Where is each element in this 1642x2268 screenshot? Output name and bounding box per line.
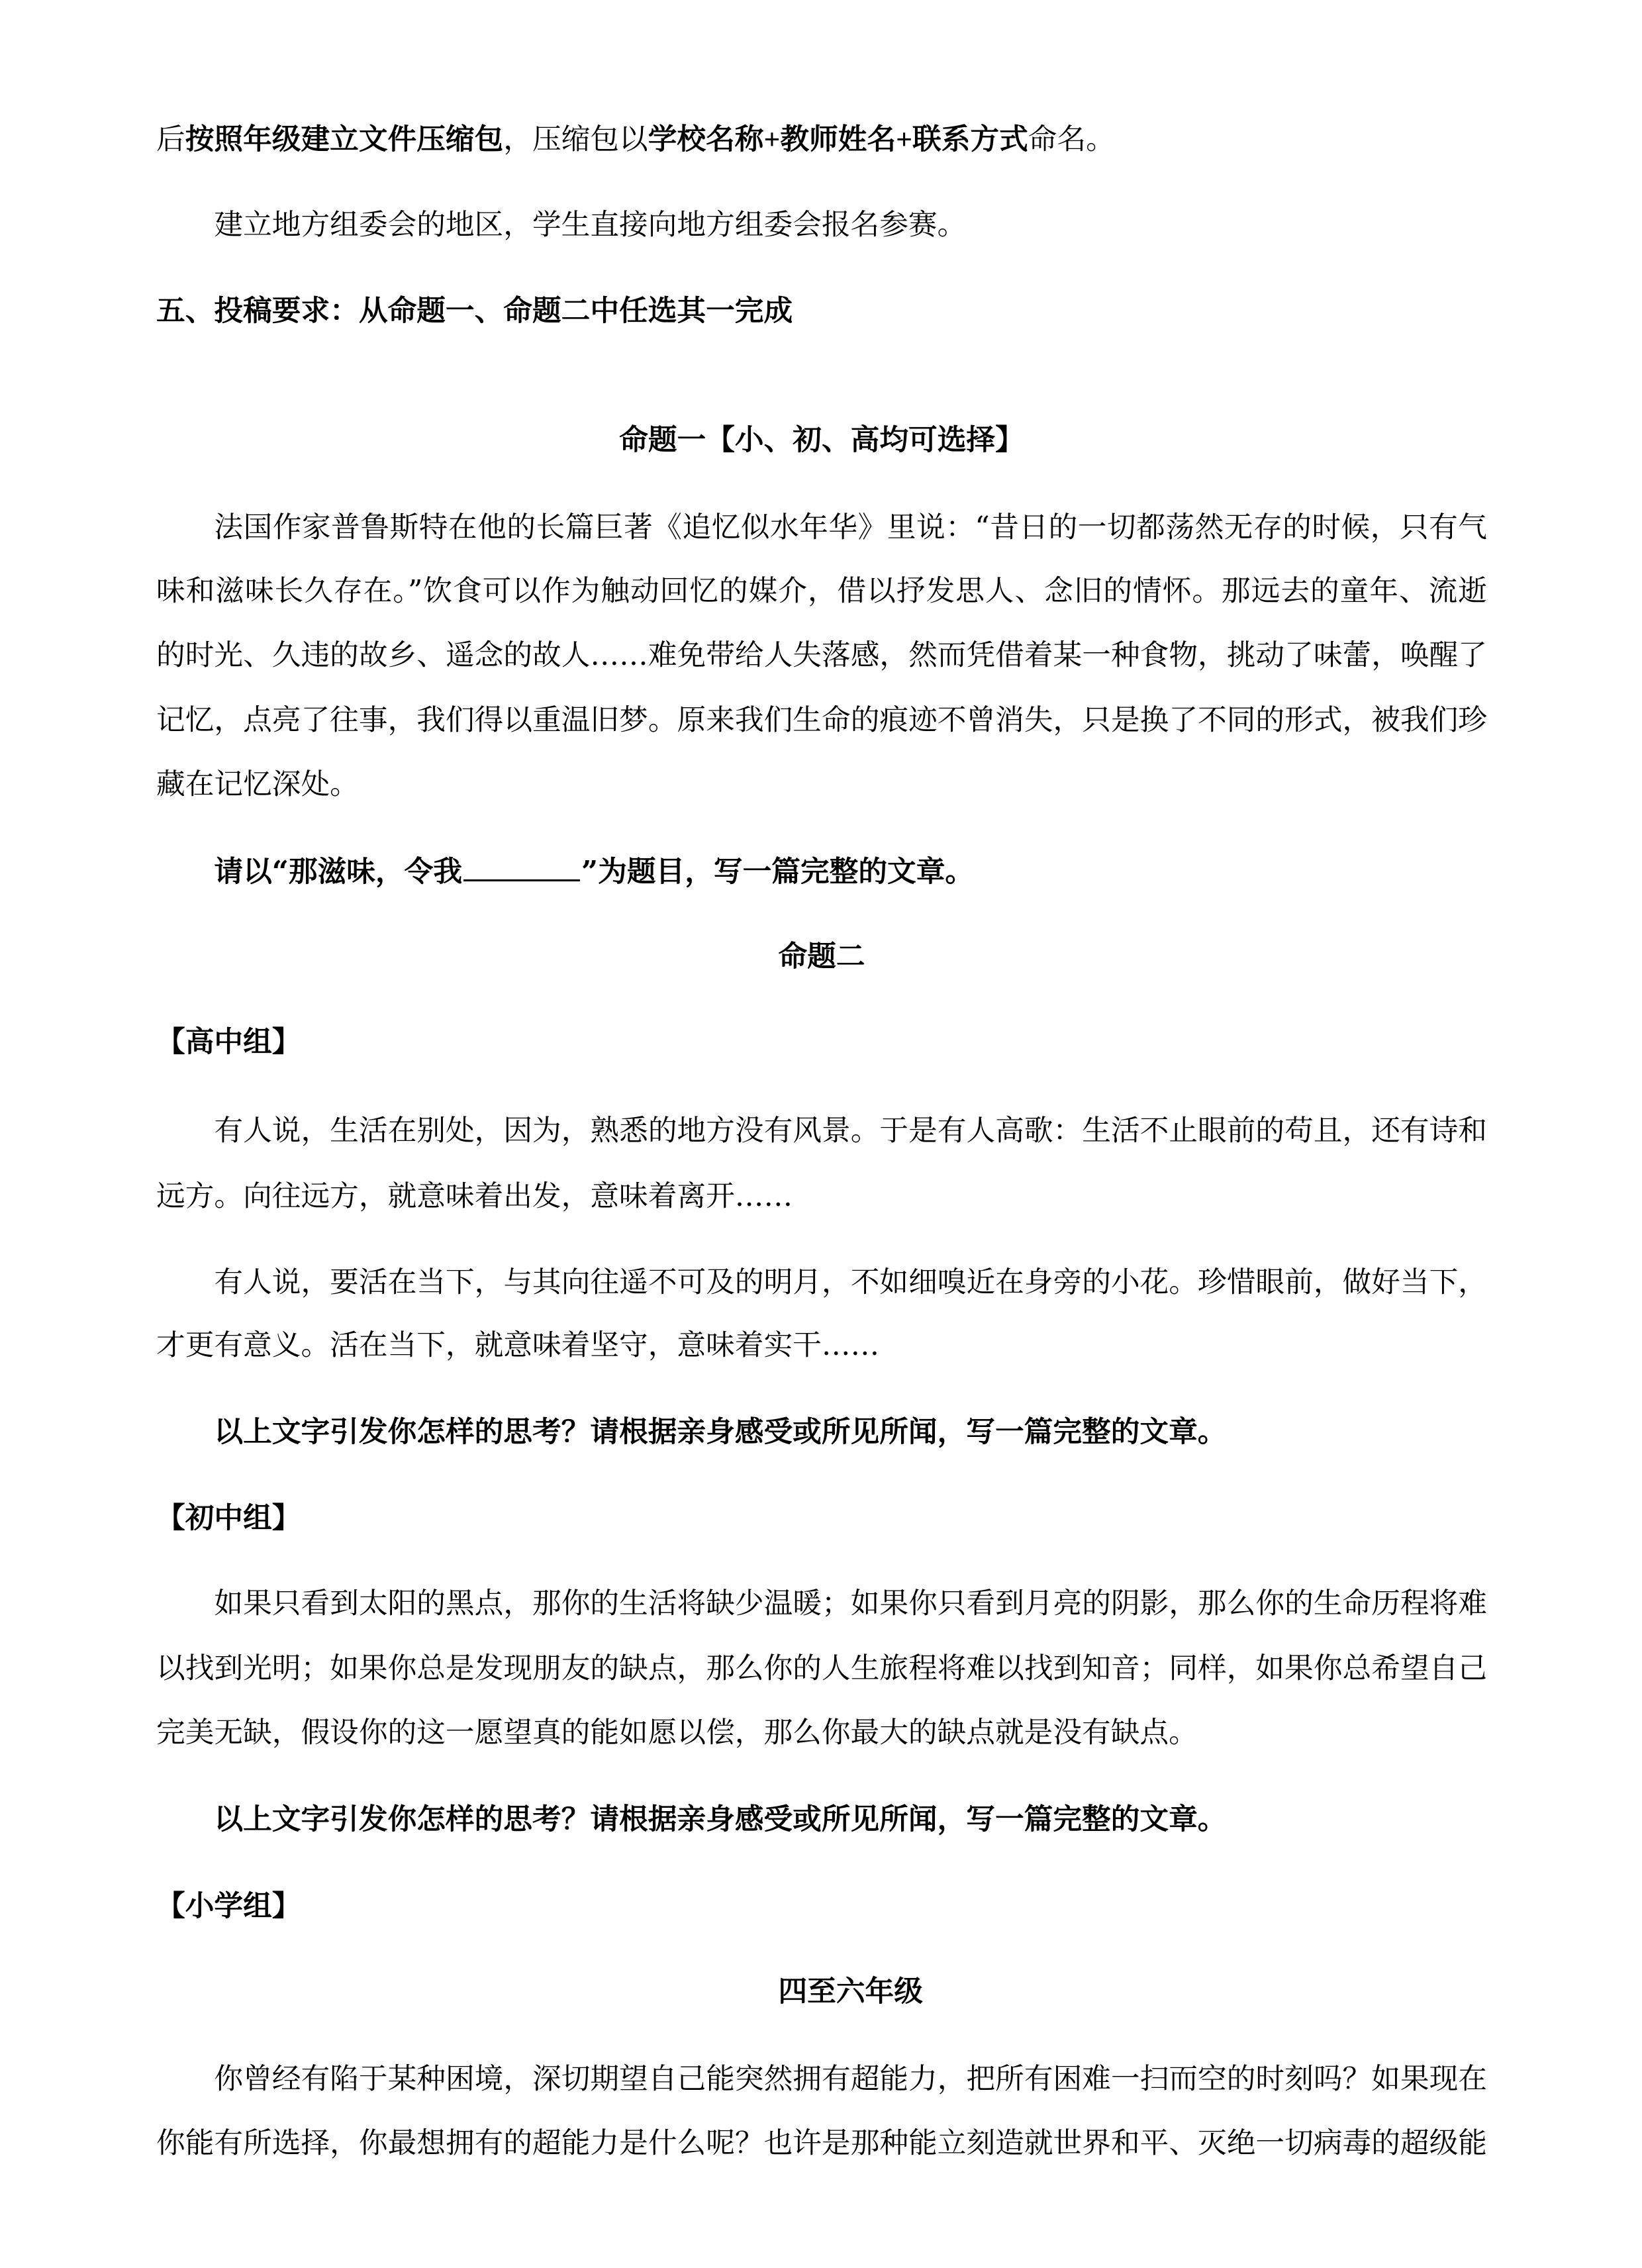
middle-school-paragraph-line: 以找到光明；如果你总是发现朋友的缺点，那么你的人生旅程将难以找到知音；同样，如果你总希望自己 xyxy=(156,1652,1487,1685)
primary-school-paragraph-line: 你曾经有陷于某种困境，深切期望自己能突然拥有超能力，把所有困难一扫而空的时刻吗？如果现在 xyxy=(214,2062,1487,2096)
text-run-bold: 学校名称+教师姓名+联系方式 xyxy=(648,124,1028,156)
high-school-paragraph-line: 远方。向往远方，就意味着出发，意味着离开…… xyxy=(156,1179,793,1213)
text-run: 后 xyxy=(156,124,185,156)
high-school-writing-prompt: 以上文字引发你怎样的思考？请根据亲身感受或所见所闻，写一篇完整的文章。 xyxy=(214,1415,1227,1449)
primary-school-paragraph-line: 你能有所选择，你最想拥有的超能力是什么呢？也许是那种能立刻造就世界和平、灭绝一切病毒的超级能 xyxy=(156,2126,1487,2160)
intro-paragraph-local-committee: 建立地方组委会的地区，学生直接向地方组委会报名参赛。 xyxy=(214,209,967,241)
title-blank-underline xyxy=(463,854,580,881)
middle-school-paragraph-line: 如果只看到太阳的黑点，那你的生活将缺少温暖；如果你只看到月亮的阴影，那么你的生命历程将难 xyxy=(214,1587,1487,1620)
grade-heading: 四至六年级 xyxy=(778,1975,923,2008)
topic1-passage-line: 法国作家普鲁斯特在他的长篇巨著《追忆似水年华》里说：“昔日的一切都荡然无存的时候，只有气 xyxy=(214,511,1487,544)
text-run: ，压缩包以 xyxy=(503,124,648,156)
text-run-bold: 按照年级建立文件压缩包 xyxy=(185,124,504,156)
high-school-paragraph-line: 有人说，生活在别处，因为，熟悉的地方没有风景。于是有人高歌：生活不止眼前的苟且，还有诗和 xyxy=(214,1114,1487,1148)
topic1-passage-line: 记忆，点亮了往事，我们得以重温旧梦。原来我们生命的痕迹不曾消失，只是换了不同的形式，被我们珍 xyxy=(156,703,1487,737)
high-school-paragraph-line: 有人说，要活在当下，与其向往遥不可及的明月，不如细嗅近在身旁的小花。珍惜眼前，做好当下， xyxy=(214,1265,1487,1299)
topic1-passage-line: 藏在记忆深处。 xyxy=(156,767,359,801)
high-school-paragraph-line: 才更有意义。活在当下，就意味着坚守，意味着实干…… xyxy=(156,1328,880,1362)
prompt-text-after: ”为题目，写一篇完整的文章。 xyxy=(581,855,975,889)
topic1-passage-line: 的时光、久违的故乡、遥念的故人……难免带给人失落感，然而凭借着某一种食物，挑动了味蕾，唤醒了 xyxy=(156,638,1487,672)
group-label-middle-school: 【初中组】 xyxy=(156,1501,301,1535)
text-run: 命名。 xyxy=(1028,124,1115,156)
topic1-passage-line: 味和滋味长久存在。”饮食可以作为触动回忆的媒介，借以抒发思人、念旧的情怀。那远去的童年、流逝 xyxy=(156,574,1487,608)
intro-paragraph-continuation xyxy=(156,108,1487,172)
topic1-title: 命题一【小、初、高均可选择】 xyxy=(619,423,1024,457)
topic2-title: 命题二 xyxy=(778,940,865,973)
group-label-high-school: 【高中组】 xyxy=(156,1025,301,1059)
section-heading-submission-requirements: 五、投稿要求：从命题一、命题二中任选其一完成 xyxy=(156,295,793,327)
group-label-primary-school: 【小学组】 xyxy=(156,1889,301,1923)
middle-school-writing-prompt: 以上文字引发你怎样的思考？请根据亲身感受或所见所闻，写一篇完整的文章。 xyxy=(214,1802,1227,1836)
middle-school-paragraph-line: 完美无缺，假设你的这一愿望真的能如愿以偿，那么你最大的缺点就是没有缺点。 xyxy=(156,1716,1198,1750)
topic1-writing-prompt xyxy=(156,840,1487,904)
prompt-text-before: 请以“那滋味，令我 xyxy=(214,855,463,889)
